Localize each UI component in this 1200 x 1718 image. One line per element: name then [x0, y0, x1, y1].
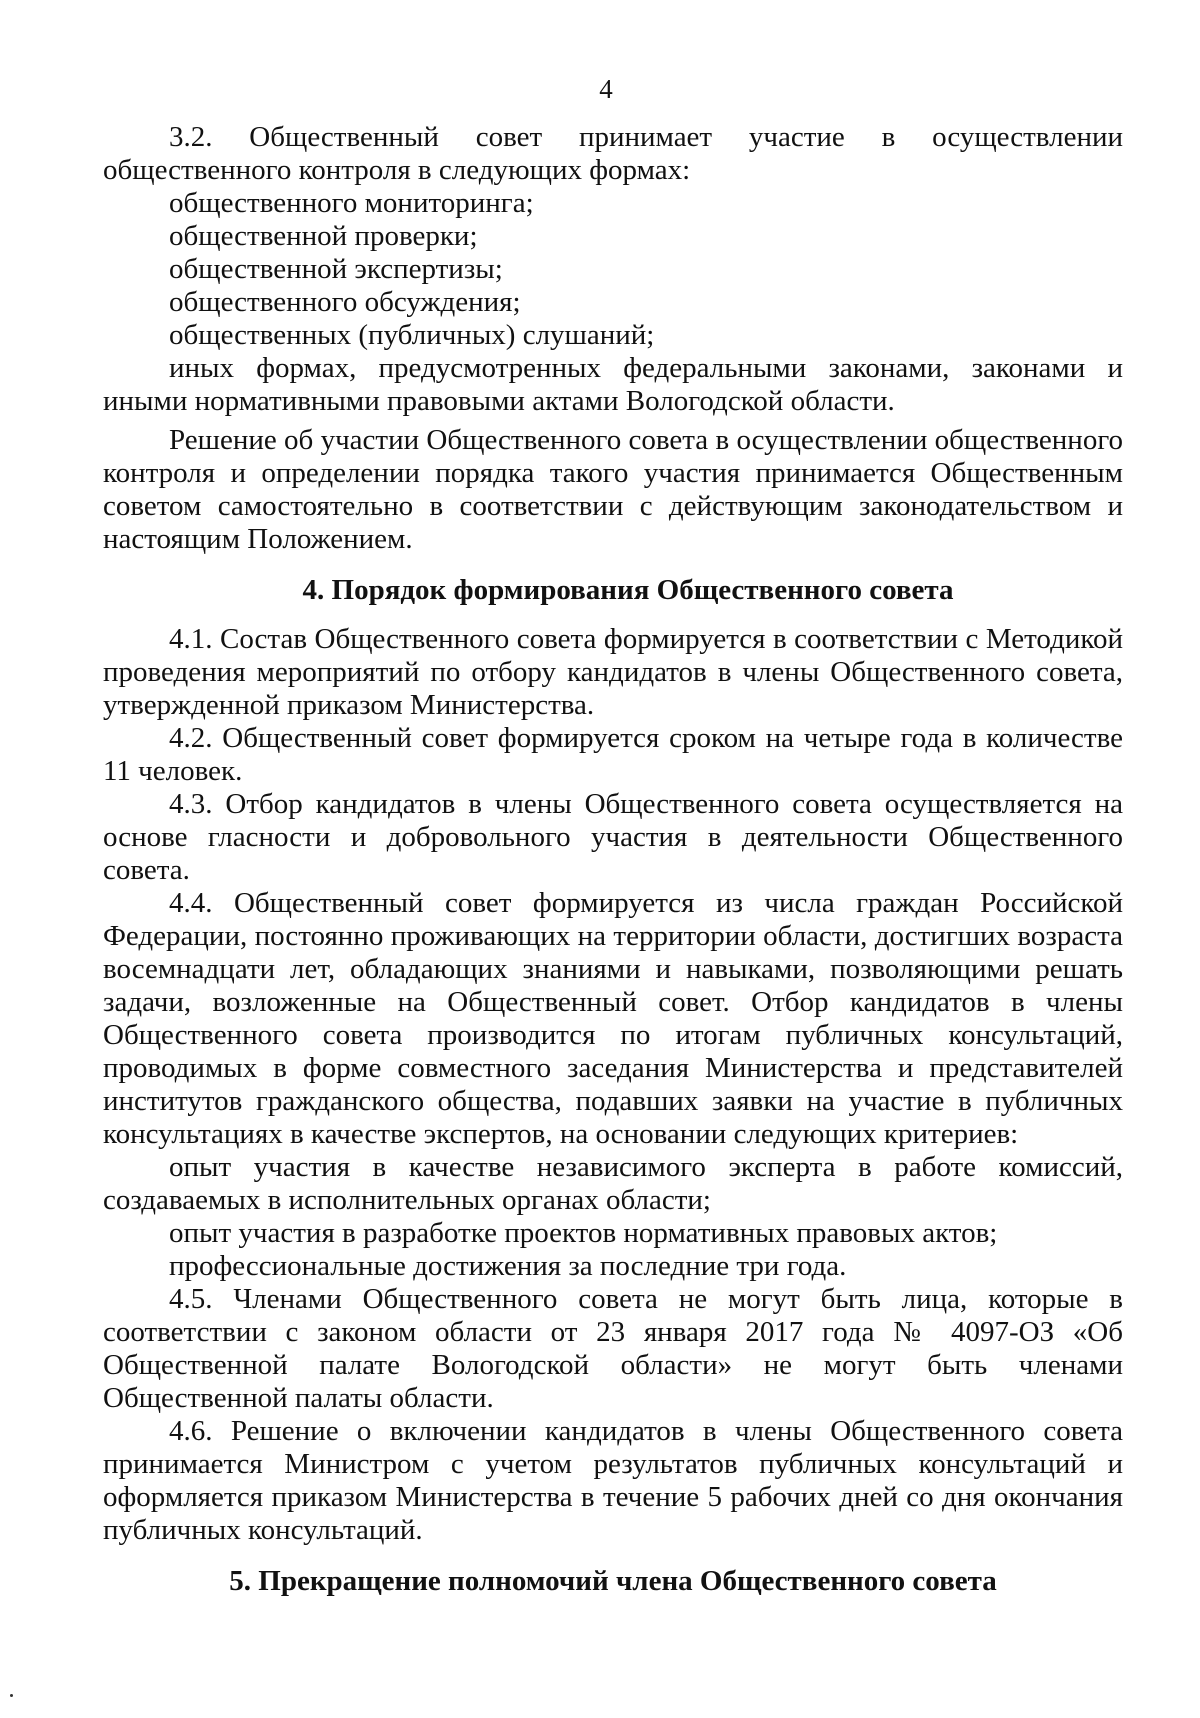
- paragraph-4-1: 4.1. Состав Общественного совета формируется в соответствии с Методикой проведения мероприятий по отбору кандидатов в члены Общественного совета, утвержденной приказом Министерства.: [103, 623, 1123, 721]
- list-item-expertise: общественной экспертизы;: [169, 253, 503, 285]
- criterion-drafting-experience: опыт участия в разработке проектов нормативных правовых актов;: [169, 1217, 998, 1249]
- section-heading-5: 5. Прекращение полномочий члена Общественного совета: [229, 1565, 997, 1597]
- list-item-monitoring: общественного мониторинга;: [169, 187, 534, 219]
- list-item-discussion: общественного обсуждения;: [169, 286, 521, 318]
- paragraph-4-3: 4.3. Отбор кандидатов в члены Общественного совета осуществляется на основе гласности и добровольного участия в деятельности Общественного совета.: [103, 788, 1123, 886]
- paragraph-4-5: 4.5. Членами Общественного совета не могут быть лица, которые в соответствии с законом области от 23 января 2017 года № 4097-ОЗ «Об Общественной палате Вологодской области» не могут быть членами Общественной палаты области.: [103, 1283, 1123, 1414]
- section-heading-4: 4. Порядок формирования Общественного совета: [302, 574, 954, 606]
- document-body: [103, 121, 1123, 1598]
- list-item-inspection: общественной проверки;: [169, 220, 478, 252]
- criterion-achievements: профессиональные достижения за последние три года.: [169, 1250, 847, 1282]
- scan-artifact-dot: [10, 1694, 13, 1697]
- paragraph-4-6: 4.6. Решение о включении кандидатов в члены Общественного совета принимается Министром с учетом результатов публичных консультаций и оформляется приказом Министерства в течение 5 рабочих дней со дня окончания публичных консультаций.: [103, 1415, 1123, 1546]
- paragraph-decision: Решение об участии Общественного совета в осуществлении общественного контроля и определении порядка такого участия принимается Общественным советом самостоятельно в соответствии с действующим законодательством и настоящим Положением.: [103, 424, 1123, 555]
- paragraph-other-forms: иных формах, предусмотренных федеральными законами, законами и иными нормативными правовыми актами Вологодской области.: [103, 352, 1123, 417]
- list-item-hearings: общественных (публичных) слушаний;: [169, 319, 655, 351]
- criterion-expert-experience: опыт участия в качестве независимого эксперта в работе комиссий, создаваемых в исполнительных органах области;: [103, 1151, 1123, 1216]
- paragraph-4-2: 4.2. Общественный совет формируется сроком на четыре года в количестве 11 человек.: [103, 722, 1123, 787]
- paragraph-3-2: 3.2. Общественный совет принимает участие в осуществлении общественного контроля в следующих формах:: [103, 121, 1123, 186]
- paragraph-4-4: 4.4. Общественный совет формируется из числа граждан Российской Федерации, постоянно проживающих на территории области, достигших возраста восемнадцати лет, обладающих знаниями и навыками, позволяющими решать задачи, возложенные на Общественный совет. Отбор кандидатов в члены Общественного совета производится по итогам публичных консультаций, проводимых в форме совместного заседания Министерства и представителей институтов гражданского общества, подавших заявки на участие в публичных консультациях в качестве экспертов, на основании следующих критериев:: [103, 887, 1123, 1150]
- page-number: 4: [599, 74, 613, 104]
